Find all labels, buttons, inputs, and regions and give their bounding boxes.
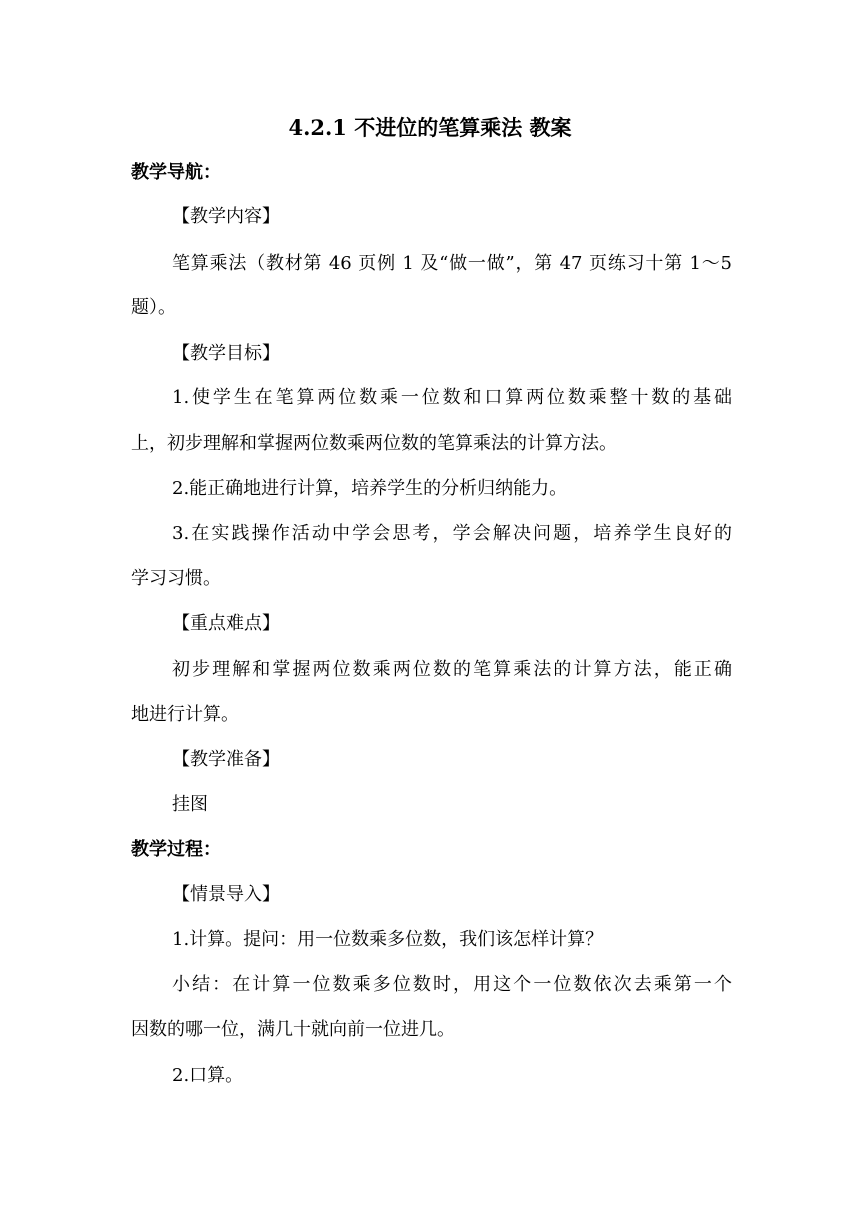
- content-text-line-2: 题）。: [131, 297, 176, 318]
- intro-step-2: 2.口算。: [172, 1065, 244, 1086]
- keypoints-line-1: 初步理解和掌握两位数乘两位数的笔算乘法的计算方法，能正确: [172, 659, 732, 680]
- goal-1-line-2: 上，初步理解和掌握两位数乘两位数的笔算乘法的计算方法。: [131, 433, 617, 454]
- keypoints-heading: 【重点难点】: [172, 613, 280, 634]
- goal-3-line-2: 学习习惯。: [131, 568, 221, 589]
- process-heading: 教学过程：: [131, 839, 221, 860]
- goal-1-line-1: 1.使学生在笔算两位数乘一位数和口算两位数乘整十数的基础: [172, 387, 732, 408]
- summary-line-2: 因数的哪一位，满几十就向前一位进几。: [131, 1019, 455, 1040]
- content-heading: 【教学内容】: [172, 206, 280, 227]
- prep-text: 挂图: [172, 794, 208, 815]
- goal-3-line-1: 3.在实践操作活动中学会思考，学会解决问题，培养学生良好的: [172, 523, 732, 544]
- keypoints-line-2: 地进行计算。: [131, 704, 239, 725]
- summary-line-1: 小结：在计算一位数乘多位数时，用这个一位数依次去乘第一个: [172, 974, 732, 995]
- nav-heading: 教学导航：: [131, 162, 221, 183]
- prep-heading: 【教学准备】: [172, 749, 280, 770]
- intro-step-1: 1.计算。提问：用一位数乘多位数，我们该怎样计算？: [172, 929, 604, 950]
- goal-2: 2.能正确地进行计算，培养学生的分析归纳能力。: [172, 478, 568, 499]
- content-text-line-1: 笔算乘法（教材第 46 页例 1 及“做一做”，第 47 页练习十第 1～5: [172, 253, 732, 274]
- goals-heading: 【教学目标】: [172, 343, 280, 364]
- document-title: 4.2.1 不进位的笔算乘法 教案: [288, 115, 572, 140]
- intro-heading: 【情景导入】: [172, 884, 280, 905]
